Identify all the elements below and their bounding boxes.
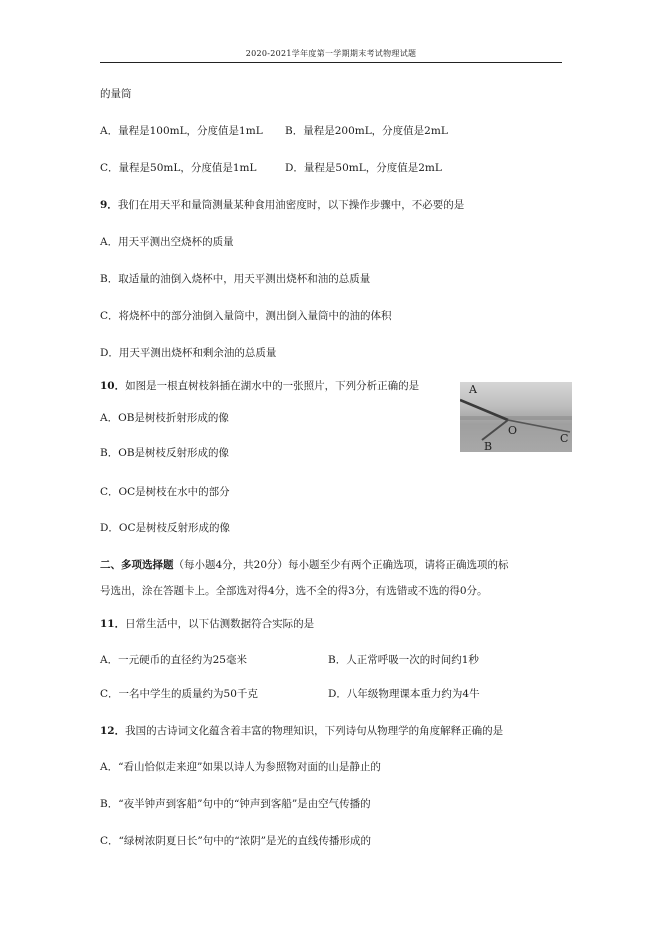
q10-number: 10． [100, 380, 126, 392]
q8-option-c: C．量程是50mL，分度值是1mL [100, 162, 257, 174]
q10-stem-text: 如图是一根直树枝斜插在湖水中的一张照片，下列分析正确的是 [125, 380, 420, 392]
section2-heading [100, 558, 509, 572]
q8-option-d: D．量程是50mL，分度值是2mL [285, 162, 442, 174]
q8-option-a: A．量程是100mL，分度值是1mL [100, 125, 263, 137]
q11-number: 11． [100, 618, 126, 630]
branch-photo-svg [460, 382, 572, 452]
q9-number: 9． [100, 199, 118, 211]
q10-option-b: B．OB是树枝反射形成的像 [100, 447, 230, 459]
q9-option-d: D．用天平测出烧杯和剩余油的总质量 [100, 347, 277, 359]
q11-stem [100, 617, 314, 631]
branch-in-water-photo [460, 382, 572, 452]
q9-option-c: C．将烧杯中的部分油倒入量筒中，测出倒入量筒中的油的体积 [100, 310, 392, 322]
section2-instructions: （每小题4分，共20分）每小题至少有两个正确选项，请将正确选项的标 [173, 559, 509, 571]
section2-title: 二、多项选择题 [100, 559, 174, 571]
q12-stem [100, 724, 503, 738]
q12-stem-text: 我国的古诗词文化蕴含着丰富的物理知识，下列诗句从物理学的角度解释正确的是 [125, 725, 504, 737]
q11-option-d: D．八年级物理课本重力约为4牛 [328, 688, 480, 700]
q11-option-c: C．一名中学生的质量约为50千克 [100, 688, 258, 700]
label-o: O [508, 424, 518, 437]
q12-number: 12． [100, 725, 126, 737]
q12-option-b: B．“夜半钟声到客船”句中的“钟声到客船”是由空气传播的 [100, 798, 371, 810]
q9-option-b: B．取适量的油倒入烧杯中，用天平测出烧杯和油的总质量 [100, 273, 371, 285]
q10-option-c: C．OC是树枝在水中的部分 [100, 486, 230, 498]
q9-option-a: A．用天平测出空烧杯的质量 [100, 236, 234, 248]
q8-stem-continuation: 的量筒 [100, 88, 132, 100]
page-header: 2020-2021学年度第一学期期末考试物理试题 [245, 49, 417, 58]
q11-option-a: A．一元硬币的直径约为25毫米 [100, 654, 247, 666]
q12-option-a: A．“看山恰似走来迎”如果以诗人为参照物对面的山是静止的 [100, 761, 381, 773]
label-a: A [469, 383, 477, 396]
label-c: C [560, 432, 569, 445]
q8-option-b: B．量程是200mL，分度值是2mL [285, 125, 448, 137]
q9-stem-text: 我们在用天平和量筒测量某种食用油密度时，以下操作步骤中，不必要的是 [117, 199, 465, 211]
label-b: B [484, 440, 493, 452]
q10-stem [100, 379, 419, 393]
q11-option-b: B．人正常呼吸一次的时间约1秒 [328, 654, 479, 666]
q10-option-a: A．OB是树枝折射形成的像 [100, 412, 229, 424]
section2-instructions-line2: 号选出，涂在答题卡上。全部选对得4分，选不全的得3分，有选错或不选的得0分。 [100, 585, 488, 597]
q9-stem [100, 198, 464, 212]
q12-option-c: C．“绿树浓阴夏日长”句中的“浓阴”是光的直线传播形成的 [100, 835, 372, 847]
q11-stem-text: 日常生活中，以下估测数据符合实际的是 [125, 618, 315, 630]
q10-option-d: D．OC是树枝反射形成的像 [100, 522, 231, 534]
header-rule [100, 62, 562, 63]
